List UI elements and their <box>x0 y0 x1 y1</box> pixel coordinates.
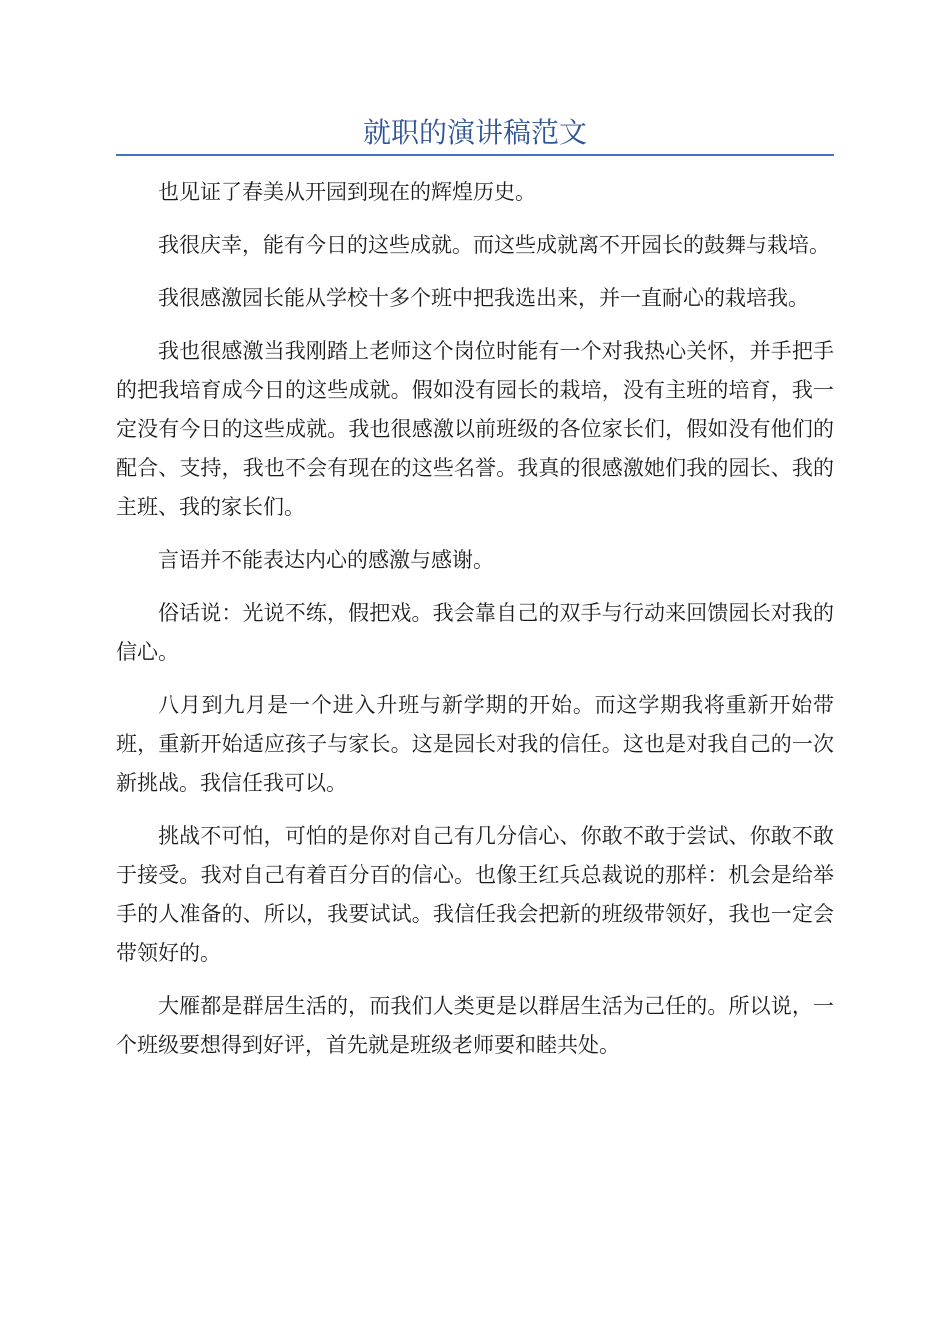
paragraph: 八月到九月是一个进入升班与新学期的开始。而这学期我将重新开始带班，重新开始适应孩子与家长。这是园长对我的信任。这也是对我自己的一次新挑战。我信任我可以。 <box>116 693 834 795</box>
paragraph: 挑战不可怕，可怕的是你对自己有几分信心、你敢不敢于尝试、你敢不敢于接受。我对自己有着百分百的信心。也像王红兵总裁说的那样：机会是给举手的人准备的、所以，我要试试。我信任我会把新的班级带领好，我也一定会带领好的。 <box>116 824 834 965</box>
document-body <box>116 173 834 1079</box>
paragraph: 我很感激园长能从学校十多个班中把我选出来，并一直耐心的栽培我。 <box>158 286 809 310</box>
document-title: 就职的演讲稿范文 <box>362 116 587 149</box>
paragraph: 大雁都是群居生活的，而我们人类更是以群居生活为己任的。所以说，一个班级要想得到好评，首先就是班级老师要和睦共处。 <box>116 994 834 1057</box>
paragraph: 我也很感激当我刚踏上老师这个岗位时能有一个对我热心关怀，并手把手的把我培育成今日的这些成就。假如没有园长的栽培，没有主班的培育，我一定没有今日的这些成就。我也很感激以前班级的各位家长们，假如没有他们的配合、支持，我也不会有现在的这些名誉。我真的很感激她们我的园长、我的主班、我的家长们。 <box>116 339 834 519</box>
paragraph: 言语并不能表达内心的感激与感谢。 <box>158 548 494 572</box>
title-underline <box>116 154 834 156</box>
paragraph: 我很庆幸，能有今日的这些成就。而这些成就离不开园长的鼓舞与栽培。 <box>158 233 830 257</box>
paragraph: 俗话说：光说不练，假把戏。我会靠自己的双手与行动来回馈园长对我的信心。 <box>116 601 834 664</box>
paragraph: 也见证了春美从开园到现在的辉煌历史。 <box>158 180 536 204</box>
